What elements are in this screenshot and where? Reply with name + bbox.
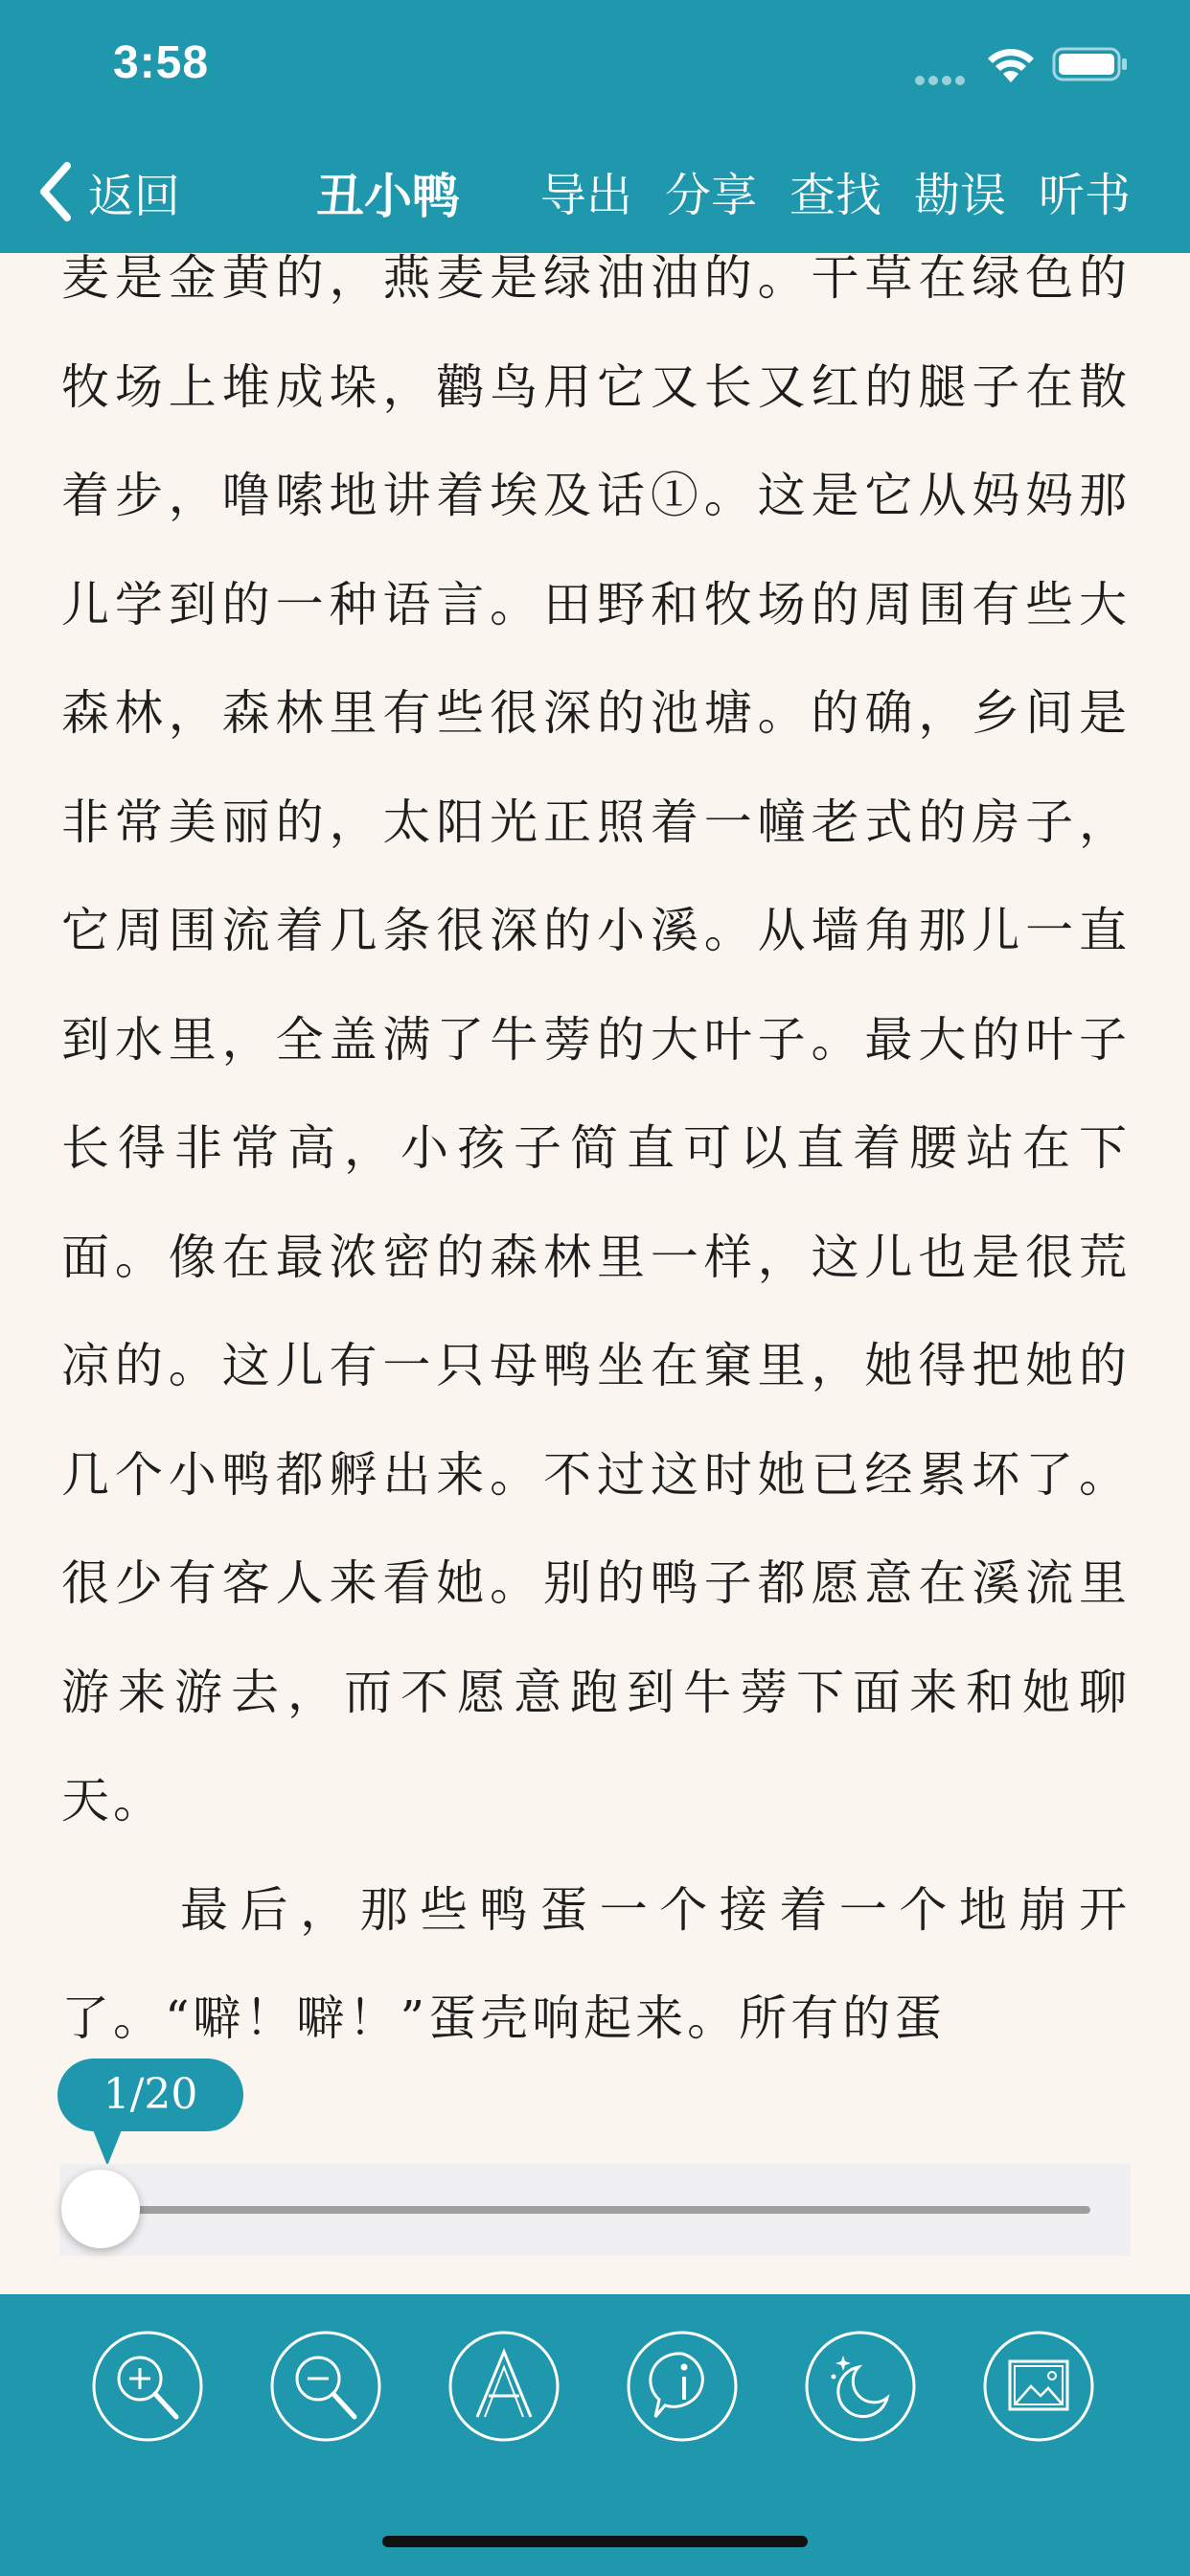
page-indicator-bubble: 1/20 — [57, 2058, 243, 2131]
info-button[interactable] — [627, 2331, 738, 2442]
chevron-left-icon — [36, 160, 75, 223]
errata-button[interactable]: 勘误 — [913, 169, 1006, 222]
zoom-in-icon — [92, 2331, 203, 2442]
info-icon — [627, 2331, 738, 2442]
share-button[interactable]: 分享 — [664, 169, 757, 222]
reading-area[interactable] — [0, 253, 1190, 2294]
zoom-out-button[interactable] — [270, 2331, 381, 2442]
image-icon — [983, 2331, 1094, 2442]
listen-button[interactable]: 听书 — [1038, 169, 1131, 222]
zoom-in-button[interactable] — [92, 2331, 203, 2442]
wifi-icon — [985, 44, 1037, 84]
battery-icon — [1052, 46, 1129, 82]
night-mode-icon — [805, 2331, 916, 2442]
book-text — [61, 253, 1131, 2074]
export-button[interactable]: 导出 — [539, 169, 632, 222]
book-title: 丑小鸭 — [316, 169, 460, 224]
bottom-toolbar — [0, 2294, 1190, 2576]
night-mode-button[interactable] — [805, 2331, 916, 2442]
image-button[interactable] — [983, 2331, 1094, 2442]
back-button[interactable] — [36, 158, 180, 225]
home-indicator — [382, 2536, 808, 2547]
font-button[interactable] — [448, 2331, 560, 2442]
slider-track[interactable] — [98, 2206, 1090, 2214]
nav-actions — [508, 158, 1131, 224]
page-slider[interactable] — [59, 2164, 1131, 2256]
find-button[interactable]: 查找 — [789, 169, 881, 222]
zoom-out-icon — [270, 2331, 381, 2442]
top-header — [0, 0, 1190, 253]
paragraph: 麦是金黄的，燕麦是绿油油的。干草在绿色的牧场上堆成垛，鹳鸟用它又长又红的腿子在散着步，噜嗦地讲着埃及话①。这是它从妈妈那儿学到的一种语言。田野和牧场的周围有些大森林，森林里有些很深的池塘。的确，乡间是非常美丽的，太阳光正照着一幢老式的房子，它周围流着几条很深的小溪。从墙角那儿一直到水里，全盖满了牛蒡的大叶子。最大的叶子长得非常高，小孩子简直可以直着腰站在下面。像在最浓密的森林里一样，这儿也是很荒凉的。这儿有一只母鸭坐在窠里，她得把她的几个小鸭都孵出来。不过这时她已经累坏了。很少有客人来看她。别的鸭子都愿意在溪流里游来游去，而不愿意跑到牛蒡下面来和她聊天。 — [61, 253, 1131, 1828]
font-icon — [448, 2331, 560, 2442]
back-label: 返回 — [88, 169, 181, 223]
cellular-signal-icon — [915, 71, 971, 82]
status-time: 3:58 — [113, 37, 210, 88]
slider-thumb[interactable] — [61, 2170, 140, 2248]
paragraph: 最后，那些鸭蛋一个接着一个地崩开了。“噼！噼！”蛋壳响起来。所有的蛋 — [61, 1881, 1131, 2046]
